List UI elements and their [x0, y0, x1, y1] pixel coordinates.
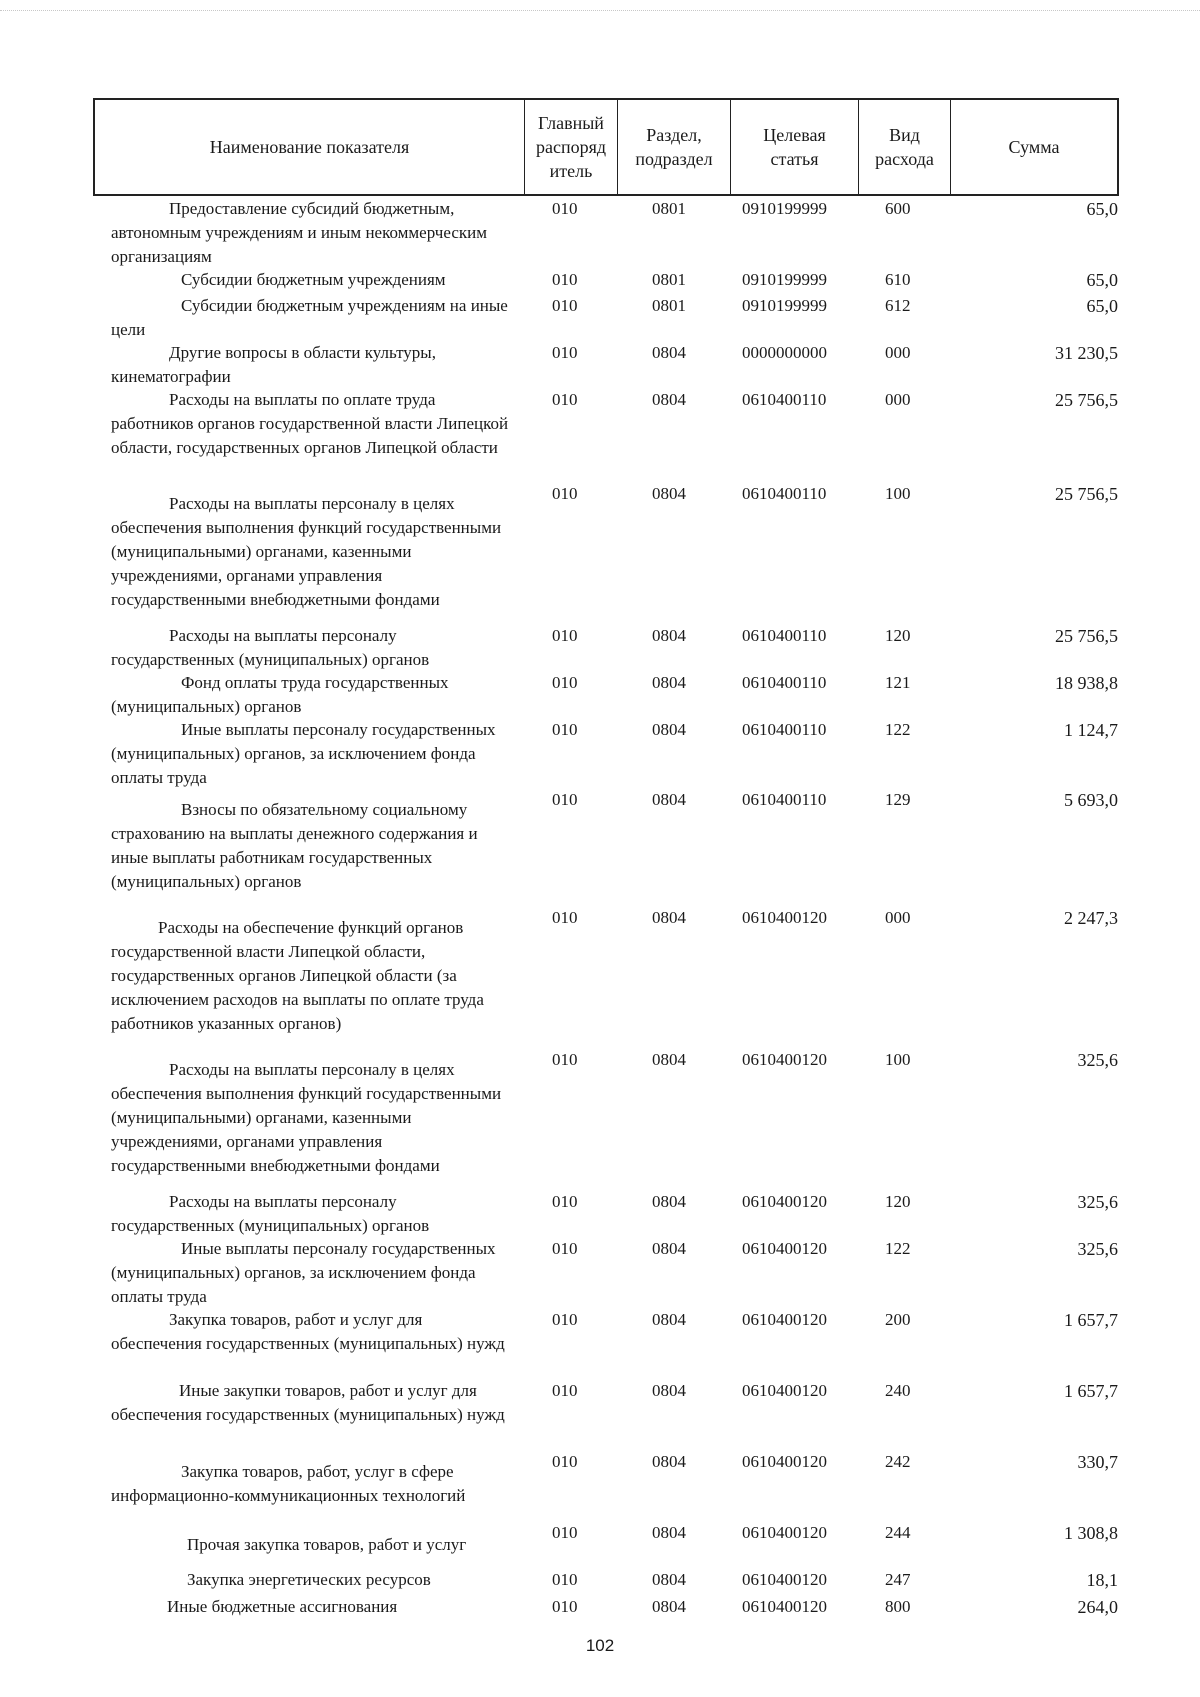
row-summa: 25 756,5	[1055, 626, 1118, 646]
row-razdel: 0804	[652, 390, 686, 409]
row-razdel: 0801	[652, 296, 686, 315]
row-celevaya: 0610400120	[742, 1050, 827, 1069]
row-celevaya: 0610400120	[742, 1523, 827, 1542]
row-vid: 247	[885, 1570, 911, 1589]
row-summa: 2 247,3	[1064, 908, 1118, 928]
row-razdel: 0804	[652, 720, 686, 739]
row-glavny: 010	[552, 390, 578, 409]
row-vid: 000	[885, 390, 911, 409]
row-name: Фонд оплаты труда государственных (муниципальных) органов	[111, 673, 449, 716]
row-razdel: 0804	[652, 1452, 686, 1471]
row-celevaya: 0610400110	[742, 673, 827, 692]
row-name: Расходы на выплаты по оплате труда работников органов государственной власти Липецкой области, государственных органов Липецкой области	[111, 390, 509, 457]
row-summa: 25 756,5	[1055, 484, 1118, 504]
row-celevaya: 0610400120	[742, 1570, 827, 1589]
row-razdel: 0804	[652, 1597, 686, 1616]
row-glavny: 010	[552, 626, 578, 645]
row-celevaya: 0610400120	[742, 1452, 827, 1471]
row-razdel: 0804	[652, 790, 686, 809]
row-vid: 120	[885, 626, 911, 645]
row-celevaya: 0610400110	[742, 720, 827, 739]
row-name: Субсидии бюджетным учреждениям	[181, 270, 446, 289]
row-razdel: 0804	[652, 673, 686, 692]
scan-edge-line	[0, 10, 1200, 11]
row-name: Закупка товаров, работ, услуг в сфере информационно-коммуникационных технологий	[111, 1462, 466, 1505]
row-summa: 264,0	[1077, 1597, 1118, 1617]
row-name: Прочая закупка товаров, работ и услуг	[187, 1535, 467, 1554]
row-summa: 325,6	[1077, 1192, 1118, 1212]
row-celevaya: 0610400110	[742, 790, 827, 809]
row-glavny: 010	[552, 1239, 578, 1258]
row-celevaya: 0610400110	[742, 390, 827, 409]
row-vid: 200	[885, 1310, 911, 1329]
row-summa: 325,6	[1077, 1050, 1118, 1070]
row-glavny: 010	[552, 1597, 578, 1616]
row-razdel: 0804	[652, 1192, 686, 1211]
row-vid: 100	[885, 484, 911, 503]
row-razdel: 0804	[652, 1570, 686, 1589]
row-celevaya: 0610400120	[742, 1239, 827, 1258]
row-vid: 242	[885, 1452, 911, 1471]
row-name: Иные выплаты персоналу государственных (муниципальных) органов, за исключением фонда оплаты труда	[111, 1239, 496, 1306]
row-razdel: 0801	[652, 199, 686, 218]
row-razdel: 0804	[652, 908, 686, 927]
row-celevaya: 0610400120	[742, 1381, 827, 1400]
row-vid: 800	[885, 1597, 911, 1616]
row-celevaya: 0610400120	[742, 1597, 827, 1616]
table-header	[93, 98, 1119, 196]
row-razdel: 0804	[652, 1050, 686, 1069]
row-summa: 65,0	[1086, 270, 1118, 290]
row-summa: 65,0	[1086, 296, 1118, 316]
row-summa: 325,6	[1077, 1239, 1118, 1259]
row-celevaya: 0000000000	[742, 343, 827, 362]
row-vid: 122	[885, 720, 911, 739]
header-name: Наименование показателя	[95, 100, 525, 194]
row-name: Иные закупки товаров, работ и услуг для обеспечения государственных (муниципальных) нужд	[111, 1381, 505, 1424]
row-summa: 1 308,8	[1064, 1523, 1118, 1543]
row-razdel: 0804	[652, 1523, 686, 1542]
row-celevaya: 0610400120	[742, 1310, 827, 1329]
row-summa: 65,0	[1086, 199, 1118, 219]
row-glavny: 010	[552, 343, 578, 362]
row-glavny: 010	[552, 199, 578, 218]
row-vid: 610	[885, 270, 911, 289]
row-celevaya: 0610400110	[742, 484, 827, 503]
page-number: 102	[585, 1636, 615, 1655]
row-celevaya: 0910199999	[742, 270, 827, 289]
row-razdel: 0804	[652, 1310, 686, 1329]
row-name: Взносы по обязательному социальному страхованию на выплаты денежного содержания и иные выплаты работникам государственных (муниципальных) органов	[111, 800, 478, 891]
row-glavny: 010	[552, 1050, 578, 1069]
row-vid: 129	[885, 790, 911, 809]
header-vid-rashoda: Вид расхода	[859, 100, 951, 194]
row-summa: 1 657,7	[1064, 1310, 1118, 1330]
row-name: Иные бюджетные ассигнования	[167, 1597, 398, 1616]
header-summa: Сумма	[1008, 137, 1060, 157]
header-celevaya-statya: Целевая статья	[731, 100, 859, 194]
row-glavny: 010	[552, 673, 578, 692]
row-razdel: 0804	[652, 484, 686, 503]
row-glavny: 010	[552, 1523, 578, 1542]
row-name: Иные выплаты персоналу государственных (муниципальных) органов, за исключением фонда оплаты труда	[111, 720, 496, 787]
row-vid: 240	[885, 1381, 911, 1400]
row-vid: 612	[885, 296, 911, 315]
row-razdel: 0801	[652, 270, 686, 289]
row-name: Закупка энергетических ресурсов	[187, 1570, 431, 1589]
row-name: Расходы на выплаты персоналу государственных (муниципальных) органов	[111, 626, 430, 669]
row-name: Закупка товаров, работ и услуг для обеспечения государственных (муниципальных) нужд	[111, 1310, 505, 1353]
row-vid: 121	[885, 673, 911, 692]
row-summa: 18 938,8	[1055, 673, 1118, 693]
row-vid: 244	[885, 1523, 911, 1542]
header-razdel: Раздел, подраздел	[618, 100, 731, 194]
row-name: Предоставление субсидий бюджетным, автономным учреждениям и иным некоммерческим организациям	[111, 199, 487, 266]
row-vid: 000	[885, 908, 911, 927]
row-glavny: 010	[552, 1381, 578, 1400]
row-summa: 31 230,5	[1055, 343, 1118, 363]
row-celevaya: 0910199999	[742, 296, 827, 315]
row-celevaya: 0910199999	[742, 199, 827, 218]
row-vid: 000	[885, 343, 911, 362]
row-summa: 25 756,5	[1055, 390, 1118, 410]
row-glavny: 010	[552, 790, 578, 809]
row-name: Другие вопросы в области культуры, кинематографии	[111, 343, 436, 386]
row-glavny: 010	[552, 1310, 578, 1329]
row-razdel: 0804	[652, 1381, 686, 1400]
row-glavny: 010	[552, 720, 578, 739]
row-glavny: 010	[552, 1452, 578, 1471]
row-name: Расходы на выплаты персоналу в целях обеспечения выполнения функций государственными (муниципальными) органами, казенными учреждениями, органами управления государственными внебюджетными фондами	[111, 1060, 502, 1175]
header-glavny-rasporyaditel: Главный распоряд итель	[525, 100, 618, 194]
row-glavny: 010	[552, 1570, 578, 1589]
row-vid: 100	[885, 1050, 911, 1069]
row-celevaya: 0610400120	[742, 908, 827, 927]
row-razdel: 0804	[652, 626, 686, 645]
row-glavny: 010	[552, 270, 578, 289]
row-vid: 120	[885, 1192, 911, 1211]
row-celevaya: 0610400110	[742, 626, 827, 645]
row-summa: 1 657,7	[1064, 1381, 1118, 1401]
row-razdel: 0804	[652, 343, 686, 362]
row-vid: 600	[885, 199, 911, 218]
row-razdel: 0804	[652, 1239, 686, 1258]
row-celevaya: 0610400120	[742, 1192, 827, 1211]
row-name: Субсидии бюджетным учреждениям на иные цели	[111, 296, 508, 339]
row-glavny: 010	[552, 296, 578, 315]
row-summa: 18,1	[1086, 1570, 1118, 1590]
row-summa: 330,7	[1077, 1452, 1118, 1472]
row-name: Расходы на обеспечение функций органов государственной власти Липецкой области, государственных органов Липецкой области (за исключением расходов на выплаты по оплате труда работников указанных органов)	[111, 918, 484, 1033]
row-summa: 1 124,7	[1064, 720, 1118, 740]
row-glavny: 010	[552, 1192, 578, 1211]
row-vid: 122	[885, 1239, 911, 1258]
row-name: Расходы на выплаты персоналу государственных (муниципальных) органов	[111, 1192, 430, 1235]
row-name: Расходы на выплаты персоналу в целях обеспечения выполнения функций государственными (муниципальными) органами, казенными учреждениями, органами управления государственными внебюджетными фондами	[111, 494, 502, 609]
row-summa: 5 693,0	[1064, 790, 1118, 810]
row-glavny: 010	[552, 484, 578, 503]
row-glavny: 010	[552, 908, 578, 927]
